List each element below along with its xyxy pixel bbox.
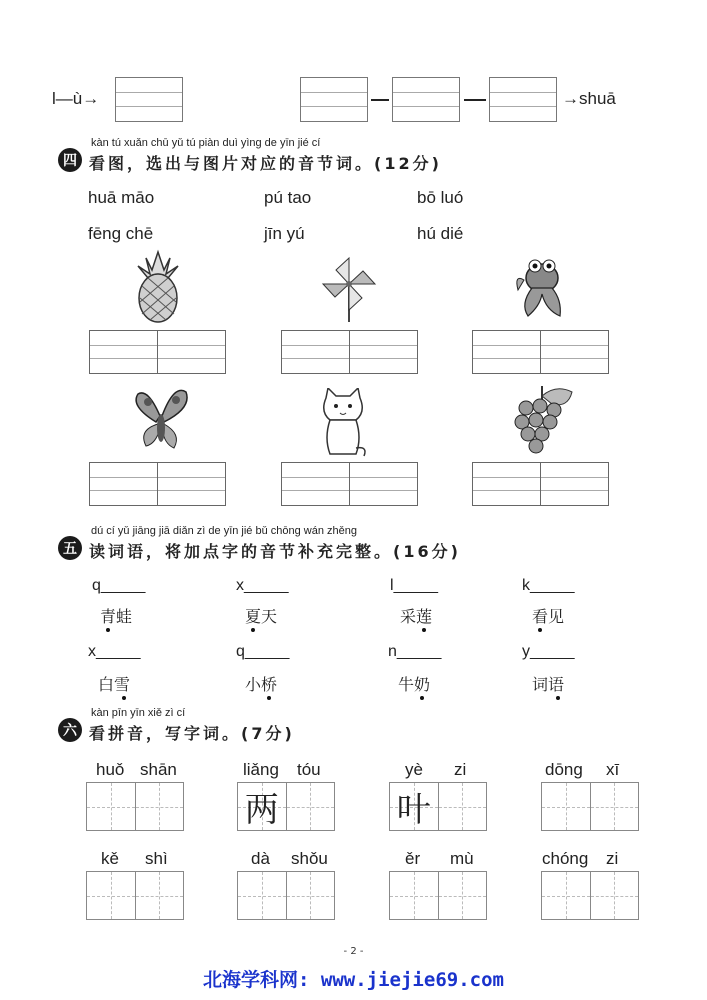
syllable-blank[interactable]: x_____ [88,643,141,660]
top-answer-box-4[interactable] [489,77,557,122]
word: 看见 [532,607,565,626]
word-pinyin: shān [140,760,177,779]
syllable-blank[interactable]: x_____ [236,577,289,594]
section5-number-badge: 五 [58,536,82,560]
word-pinyin: dōng [545,760,583,779]
top-row-left-text: l—ù→ [52,89,100,108]
writing-grid[interactable] [389,871,487,920]
writing-grid[interactable]: 两 [237,782,335,831]
option-pinyin: hú dié [417,224,464,243]
writing-grid[interactable] [237,871,335,920]
word-pinyin: huǒ [96,760,125,779]
option-pinyin: pú tao [264,188,312,207]
word-pinyin: ěr [405,849,421,868]
word-pinyin: kě [101,849,119,868]
writing-grid[interactable] [541,782,639,831]
grapes-icon [508,382,576,460]
word-pinyin: xī [606,760,620,779]
emphasis-dot [122,696,126,700]
answer-box[interactable] [472,330,609,374]
word: 小桥 [245,675,278,694]
top-answer-box-1[interactable] [115,77,183,122]
page-number: - 2 - [343,946,364,957]
section6-pinyin: kàn pīn yīn xiě zì cí [91,707,186,719]
writing-grid[interactable] [541,871,639,920]
word: 白雪 [98,675,131,694]
option-pinyin: jīn yú [264,224,305,243]
emphasis-dot [422,628,426,632]
option-pinyin: bō luó [417,188,464,207]
answer-box[interactable] [281,462,418,506]
section6-title: 看拼音，写字词。(7分) [89,724,295,743]
emphasis-dot [267,696,271,700]
word: 牛奶 [398,675,431,694]
dash [371,99,389,101]
answer-box[interactable] [89,462,226,506]
writing-grid[interactable] [86,782,184,831]
word-pinyin: shǒu [291,849,328,868]
pinwheel-icon [316,252,382,324]
word-pinyin: chóng [542,849,589,868]
word: 青蛙 [100,607,133,626]
cat-icon [318,388,368,460]
emphasis-dot [538,628,542,632]
answer-box[interactable] [89,330,226,374]
word-pinyin: mù [450,849,474,868]
syllable-blank[interactable]: l_____ [390,577,439,594]
section4-number-badge: 四 [58,148,82,172]
answer-box[interactable] [281,330,418,374]
emphasis-dot [106,628,110,632]
word-pinyin: zi [606,849,619,868]
word-pinyin: tóu [297,760,321,779]
pineapple-icon [128,248,188,324]
word-pinyin: shì [145,849,168,868]
option-pinyin: huā māo [88,188,155,207]
writing-grid[interactable] [86,871,184,920]
word-pinyin: zi [454,760,467,779]
section6-number-badge: 六 [58,718,82,742]
syllable-blank[interactable]: q_____ [236,643,290,660]
word: 词语 [532,675,565,694]
syllable-blank[interactable]: q_____ [92,577,146,594]
dash [464,99,486,101]
top-answer-box-2[interactable] [300,77,368,122]
section5-pinyin: dú cí yǔ jiāng jiā diǎn zì de yīn jié bǔ chōng wán zhěng [91,525,358,537]
top-answer-box-3[interactable] [392,77,460,122]
answer-box[interactable] [472,462,609,506]
syllable-blank[interactable]: y_____ [522,643,575,660]
section4-pinyin: kàn tú xuǎn chū yǔ tú piàn duì yìng de yīn jié cí [91,137,321,149]
option-pinyin: fēng chē [88,224,154,243]
writing-grid[interactable]: 叶 [389,782,487,831]
emphasis-dot [251,628,255,632]
syllable-blank[interactable]: k_____ [522,577,575,594]
section5-title: 读词语，将加点字的音节补充完整。(16分) [89,542,461,561]
word: 采莲 [400,607,433,626]
emphasis-dot [556,696,560,700]
word: 夏天 [245,607,278,626]
word-pinyin: yè [405,760,423,779]
section4-title: 看图，选出与图片对应的音节词。(12分) [89,154,442,173]
emphasis-dot [420,696,424,700]
syllable-blank[interactable]: n_____ [388,643,442,660]
goldfish-icon [510,254,574,324]
word-pinyin: dà [251,849,270,868]
footer-watermark: 北海学科网: www.jiejie69.com [203,969,504,991]
butterfly-icon [128,386,192,456]
top-row-right-text: →shuā [562,89,616,108]
word-pinyin: liǎng [243,760,279,779]
